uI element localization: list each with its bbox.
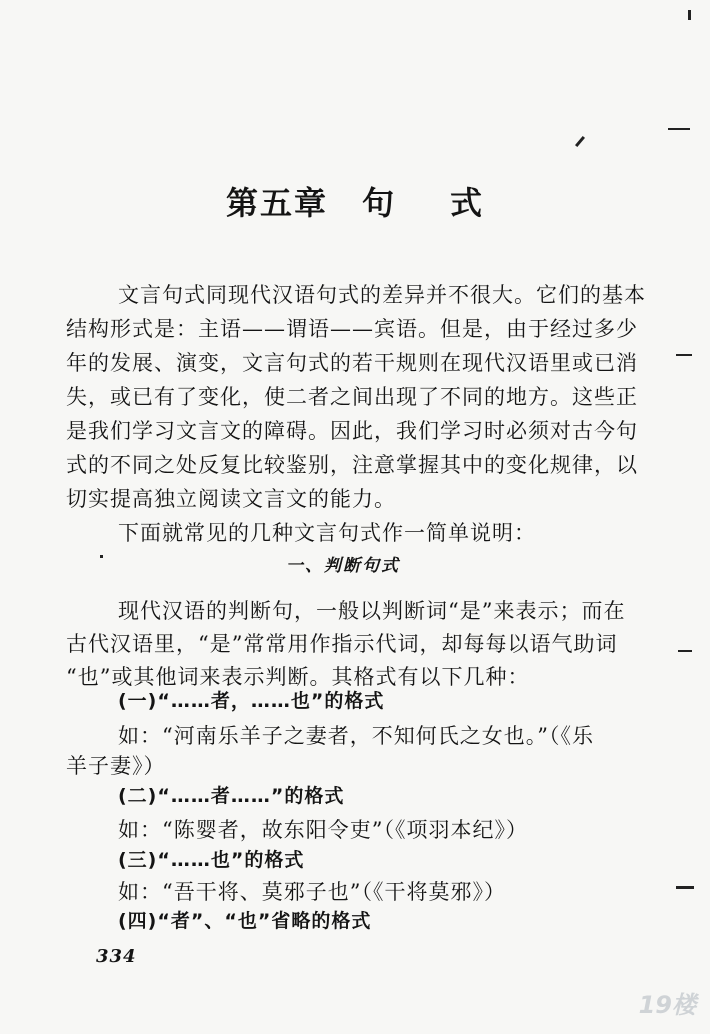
section-para-line: 古代汉语里，“是”常常用作指示代词，却每每以语气助词 xyxy=(66,632,618,656)
page-number: 334 xyxy=(96,946,137,967)
chapter-title-part2: 句 xyxy=(361,184,396,222)
intro-line: 年的发展、演变，文言句式的若干规则在现代汉语里或已消 xyxy=(66,351,638,375)
section-heading: 一、判断句式 xyxy=(286,556,400,576)
example-line: 如：“吾干将、莫邪子也”（《干将莫邪》） xyxy=(118,880,506,904)
scan-mark xyxy=(676,354,692,356)
format-label: (二)“……者……”的格式 xyxy=(118,785,345,807)
example-line: 如：“河南乐羊子之妻者，不知何氏之女也。”（《乐 xyxy=(118,724,594,748)
chapter-title xyxy=(0,178,710,224)
format-label: (三)“……也”的格式 xyxy=(118,849,305,871)
scan-mark xyxy=(100,555,103,558)
format-label: (一)“……者，……也”的格式 xyxy=(118,690,385,712)
section-para-line: 现代汉语的判断句，一般以判断词“是”来表示；而在 xyxy=(118,599,626,623)
intro-line: 切实提高独立阅读文言文的能力。 xyxy=(66,487,396,511)
chapter-title-part3: 式 xyxy=(450,184,485,222)
scan-mark xyxy=(688,10,691,20)
scan-mark xyxy=(676,886,694,889)
intro-line: 结构形式是：主语——谓语——宾语。但是，由于经过多少 xyxy=(66,317,638,341)
scan-mark xyxy=(668,128,690,130)
section-para-line: “也”或其他词来表示判断。其格式有以下几种： xyxy=(66,665,530,689)
intro-line: 式的不同之处反复比较鉴别，注意掌握其中的变化规律，以 xyxy=(66,453,638,477)
format-label: (四)“者”、“也”省略的格式 xyxy=(118,910,372,932)
scan-mark xyxy=(575,136,585,147)
intro-line: 失，或已有了变化，使二者之间出现了不同的地方。这些正 xyxy=(66,385,638,409)
example-line: 如：“陈婴者，故东阳令吏”（《项羽本纪》） xyxy=(118,818,528,842)
intro-line: 下面就常见的几种文言句式作一简单说明： xyxy=(118,521,536,545)
example-line: 羊子妻》） xyxy=(66,754,166,778)
intro-line: 是我们学习文言文的障碍。因此，我们学习时必须对古今句 xyxy=(66,419,638,443)
scan-mark xyxy=(678,650,692,652)
chapter-title-part1: 第五章 xyxy=(225,184,328,222)
intro-line: 文言句式同现代汉语句式的差异并不很大。它们的基本 xyxy=(118,283,646,307)
site-watermark: 19楼 xyxy=(638,991,696,1019)
